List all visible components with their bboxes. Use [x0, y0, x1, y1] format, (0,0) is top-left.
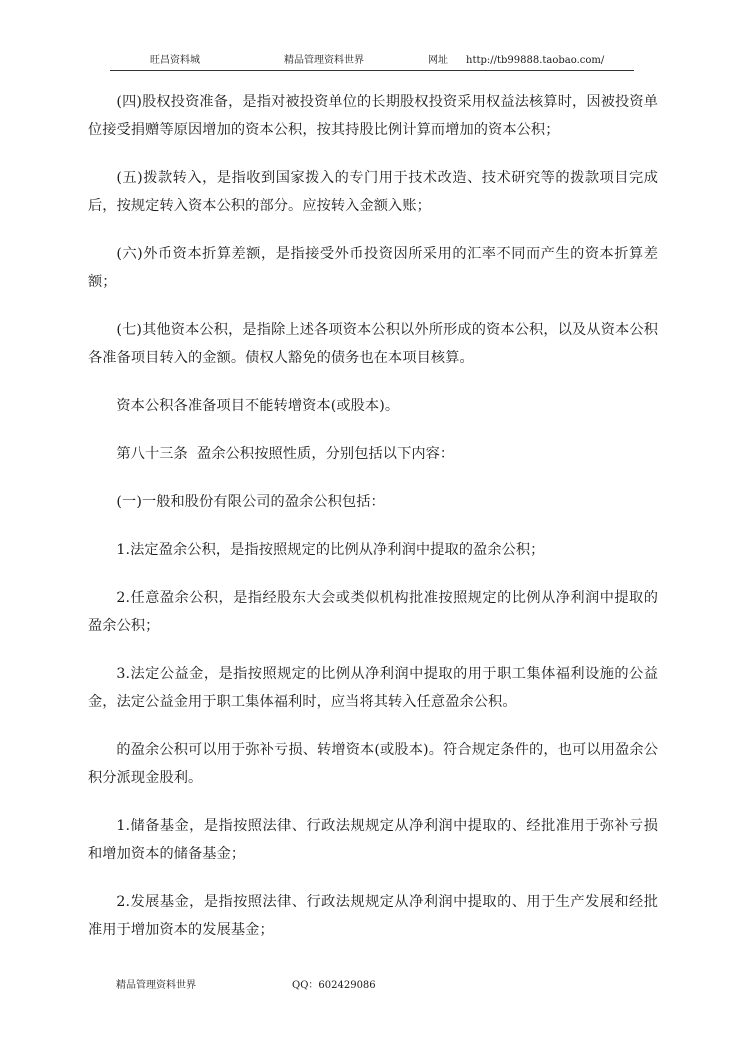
- page-footer: [112, 976, 632, 992]
- header-shop-name: 旺昌资料城: [150, 55, 200, 66]
- document-body: [88, 88, 658, 964]
- paragraph: 3.法定公益金，是指按照规定的比例从净利润中提取的用于职工集体福利设施的公益金，法定公益金用于职工集体福利时，应当将其转入任意盈余公积。: [88, 666, 658, 710]
- paragraph: (五)拨款转入，是指收到国家拨入的专门用于技术改造、技术研究等的拨款项目完成后，按规定转入资本公积的部分。应按转入金额入账；: [88, 170, 658, 214]
- article-heading: 第八十三条 盈余公积按照性质，分别包括以下内容：: [116, 446, 455, 462]
- header-url-label: 网址: [428, 55, 448, 66]
- header-site-name: 精品管理资料世界: [284, 55, 364, 66]
- paragraph: (六)外币资本折算差额，是指接受外币投资因所采用的汇率不同而产生的资本折算差额；: [88, 246, 658, 290]
- paragraph: 资本公积各准备项目不能转增资本(或股本)。: [116, 398, 400, 414]
- footer-site-name: 精品管理资料世界: [116, 980, 196, 991]
- paragraph: 1.法定盈余公积，是指按照规定的比例从净利润中提取的盈余公积；: [116, 542, 545, 558]
- page-header: [110, 52, 634, 71]
- header-url-link[interactable]: http://tb99888.taobao.com/: [466, 55, 605, 66]
- footer-qq-contact: QQ：602429086: [292, 980, 376, 991]
- paragraph: (七)其他资本公积，是指除上述各项资本公积以外所形成的资本公积，以及从资本公积各准备项目转入的金额。债权人豁免的债务也在本项目核算。: [88, 322, 658, 366]
- paragraph: 2.任意盈余公积，是指经股东大会或类似机构批准按照规定的比例从净利润中提取的盈余公积；: [88, 590, 658, 634]
- paragraph: 的盈余公积可以用于弥补亏损、转增资本(或股本)。符合规定条件的，也可以用盈余公积分派现金股利。: [88, 742, 658, 786]
- paragraph: 1.储备基金，是指按照法律、行政法规规定从净利润中提取的、经批准用于弥补亏损和增加资本的储备基金；: [88, 818, 658, 862]
- paragraph: (一)一般和股份有限公司的盈余公积包括：: [116, 494, 385, 510]
- paragraph: (四)股权投资准备，是指对被投资单位的长期股权投资采用权益法核算时，因被投资单位接受捐赠等原因增加的资本公积，按其持股比例计算而增加的资本公积；: [88, 94, 658, 138]
- paragraph: 2.发展基金，是指按照法律、行政法规规定从净利润中提取的、用于生产发展和经批准用于增加资本的发展基金；: [88, 894, 658, 938]
